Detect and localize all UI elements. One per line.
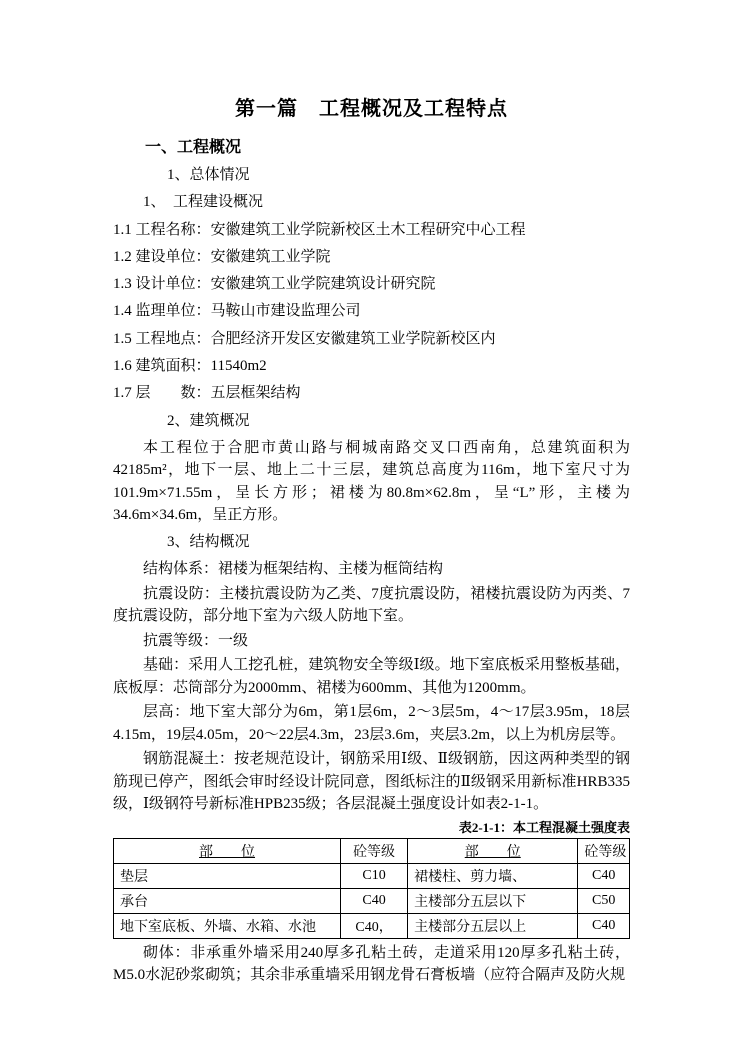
table-cell-part: 垫层 [114,863,341,888]
table-header-part-left-label: 部 位 [199,844,256,860]
table-header-part-right-label: 部 位 [464,844,521,860]
list-item-building-area: 1.6 建筑面积：11540m2 [113,358,267,375]
table-header-part-left [114,838,341,863]
paragraph-foundation: 基础：采用人工挖孔桩，建筑物安全等级Ⅰ级。地下室底板采用整板基础，底板厚：芯筒部分为2000mm、裙楼为600mm、其他为1200mm。 [113,657,630,696]
paragraph-seismic-fortification: 抗震设防：主楼抗震设防为乙类、7度抗震设防，裙楼抗震设防为丙类、7度抗震设防，部分地下室为六级人防地下室。 [113,585,630,625]
table-header-grade-left: 砼等级 [341,838,408,863]
concrete-strength-table [113,838,630,939]
table-cell-part: 主楼部分五层以下 [408,888,578,913]
table-cell-grade: C40 [578,863,630,888]
table-row [114,863,630,888]
table-caption: 表2-1-1：本工程混凝土强度表 [458,819,630,835]
list-item-supervision-unit: 1.4 监理单位：马鞍山市建设监理公司 [113,303,361,320]
paragraph-masonry: 砌体：非承重外墙采用240厚多孔粘土砖，走道采用120厚多孔粘土砖，M5.0水泥砂浆砌筑；其余非承重墙采用钢龙骨石膏板墙（应符合隔声及防火规 [113,944,630,984]
table-cell-grade: C40， [341,913,408,938]
table-cell-part: 地下室底板、外墙、水箱、水池 [114,913,341,938]
table-row [114,913,630,938]
table-cell-grade: C40 [341,888,408,913]
table-header-part-right [408,838,578,863]
table-cell-grade: C10 [341,863,408,888]
subheading-structure-overview: 3、结构概况 [167,533,250,550]
section-heading-project-overview: 一、工程概况 [145,139,242,156]
subheading-building-overview: 2、建筑概况 [167,412,250,429]
list-item-project-location: 1.5 工程地点：合肥经济开发区安徽建筑工业学院新校区内 [113,330,496,347]
paragraph-seismic-grade: 抗震等级：一级 [143,632,249,649]
table-row [114,888,630,913]
paragraph-building-description: 本工程位于合肥市黄山路与桐城南路交叉口西南角，总建筑面积为42185m²，地下一层、地上二十三层，建筑总高度为116m，地下室尺寸为101.9m×71.55m，呈长方形；裙楼为80.8m×62.8m，呈“L”形，主楼为34.6m×34.6m，呈正方形。 [113,439,630,524]
paragraph-structure-system: 结构体系：裙楼为框架结构、主楼为框筒结构 [143,561,444,578]
list-item-construction-unit: 1.2 建设单位：安徽建筑工业学院 [113,248,331,265]
list-item-project-name: 1.1 工程名称：安徽建筑工业学院新校区土木工程研究中心工程 [113,221,526,238]
table-cell-part: 承台 [114,888,341,913]
table-header-row [114,838,630,863]
table-cell-part: 裙楼柱、剪力墙、 [408,863,578,888]
paragraph-reinforced-concrete: 钢筋混凝土：按老规范设计，钢筋采用Ⅰ级、Ⅱ级钢筋，因这两种类型的钢筋现已停产，图纸会审时经设计院同意，图纸标注的Ⅱ级钢采用新标准HRB335级，Ⅰ级钢符号新标准HPB235级；各层混凝土强度设计如表2-1-1。 [113,751,630,813]
table-cell-grade: C40 [578,913,630,938]
document-title: 第一篇 工程概况及工程特点 [235,98,508,120]
paragraph-floor-height: 层高：地下室大部分为6m，第1层6m，2～3层5m，4～17层3.95m，18层4.15m，19层4.05m，20～22层4.3m，23层3.6m，夹层3.2m，以上为机房层等。 [113,704,630,743]
table-cell-part: 主楼部分五层以上 [408,913,578,938]
list-item-design-unit: 1.3 设计单位：安徽建筑工业学院建筑设计研究院 [113,276,436,293]
list-item-floor-count: 1.7 层 数：五层框架结构 [113,385,301,402]
subheading-construction-overview: 1、 工程建设概况 [143,194,264,211]
table-header-grade-right: 砼等级 [578,838,630,863]
table-cell-grade: C50 [578,888,630,913]
subheading-general-situation: 1、总体情况 [167,167,250,183]
